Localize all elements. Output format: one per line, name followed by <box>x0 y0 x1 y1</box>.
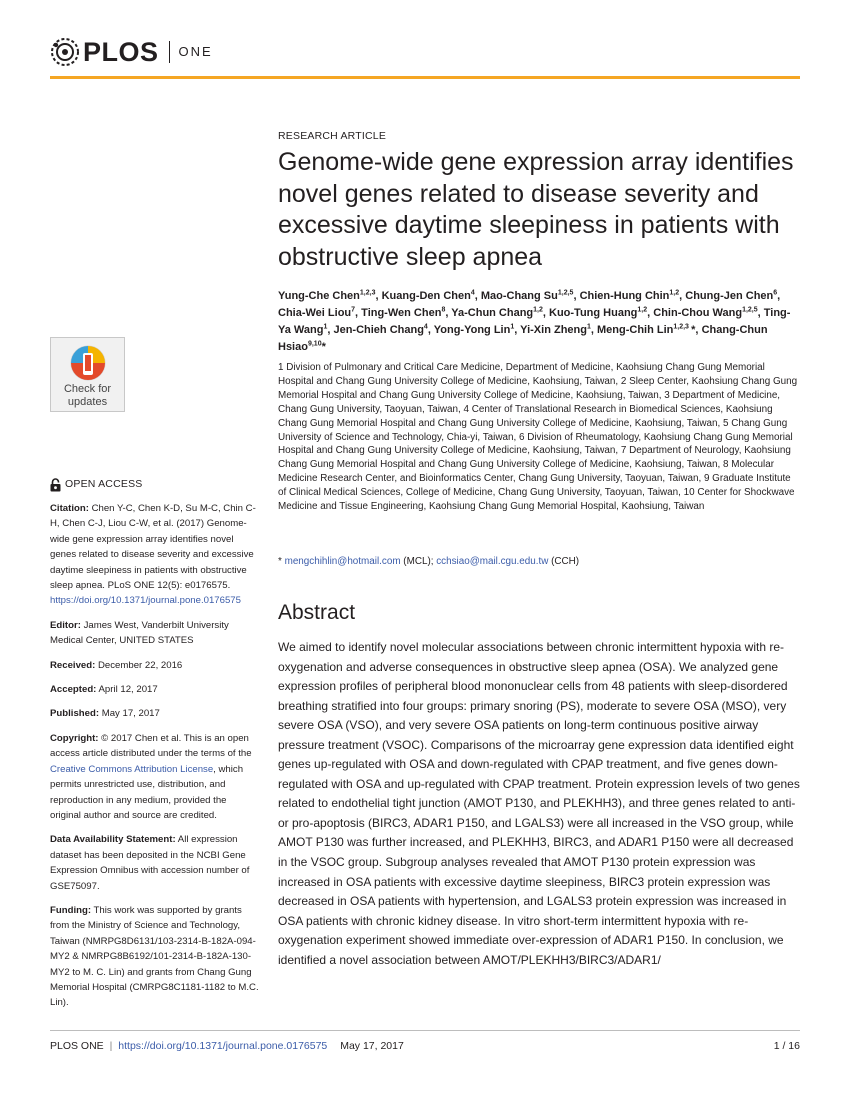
author-name: Chin-Chou Wang$^{1,2,5}$ <box>653 306 758 319</box>
author-name: Chien-Hung Chin$^{1,2}$ <box>579 289 680 302</box>
author-name: Kuang-Den Chen$^4$ <box>381 289 475 302</box>
author-name: Yong-Yong Lin$^1$ <box>433 323 515 336</box>
open-access-label: OPEN ACCESS <box>65 478 143 491</box>
footer-separator: | <box>109 1040 113 1052</box>
author-affiliation-marker: 1,2,5 <box>742 306 758 314</box>
funding-text: This work was supported by grants from the Ministry of Science and Technology, Taiwan (NMRPG8D6131/103-2314-B-182A-094-MY2 & NMRPG8B6192/101-2314-B-182A-130-MY2 to M. C. Lin) and grants from Chang Gung Memorial Hospital (CMRPG8C1181-1182 to M.C. Lin). <box>50 904 259 1009</box>
citation-block <box>50 501 260 609</box>
accepted-date: April 12, 2017 <box>98 684 158 696</box>
citation-doi-link[interactable]: https://doi.org/10.1371/journal.pone.0176575 <box>50 595 241 607</box>
journal-logo[interactable] <box>50 37 213 67</box>
author-name: Yung-Che Chen$^{1,2,3}$ <box>278 289 376 302</box>
published-date: May 17, 2017 <box>101 708 160 720</box>
author-affiliation-marker: 4 <box>423 323 428 331</box>
author-name: Mao-Chang Su$^{1,2,5}$ <box>480 289 574 302</box>
license-link[interactable]: Creative Commons Attribution License <box>50 763 214 775</box>
copyright-text: © 2017 Chen et al. This is an open access article distributed under the terms of the <box>50 732 252 760</box>
author-name: Chung-Jen Chen$^6$ <box>685 289 778 302</box>
data-availability-text: All expression dataset has been deposited in the NCBI Gene Expression Omnibus with accession number of GSE75097. <box>50 834 250 892</box>
author-affiliation-marker: 1,2 <box>533 306 543 314</box>
author-name: Meng-Chih Lin$^{1,2,3}$ <box>597 323 689 336</box>
email-link-mcl[interactable]: mengchihlin@hotmail.com <box>284 556 401 567</box>
journal-sub: ONE <box>178 44 213 59</box>
received-block <box>50 658 260 673</box>
article-type: RESEARCH ARTICLE <box>278 130 387 142</box>
open-access-badge <box>50 478 260 492</box>
corresp-note-cch: (CCH) <box>548 556 580 567</box>
check-for-updates-badge[interactable] <box>50 337 125 412</box>
footer-date: May 17, 2017 <box>340 1040 404 1052</box>
corresponding-authors <box>278 555 798 569</box>
author-affiliation-marker: 1,2,3 <box>673 323 689 331</box>
author-name: Yi-Xin Zheng$^1$ <box>520 323 591 336</box>
published-block <box>50 706 260 721</box>
author-name: Jen-Chieh Chang$^4$ <box>333 323 428 336</box>
author-affiliation-marker: 4 <box>470 289 475 297</box>
data-availability-label: Data Availability Statement: <box>50 834 176 846</box>
article-metadata-sidebar <box>50 478 260 1020</box>
journal-brand: PLOS <box>83 37 159 67</box>
author-affiliation-marker: 1,2 <box>637 306 648 314</box>
footer-doi-link[interactable]: https://doi.org/10.1371/journal.pone.0176575 <box>118 1040 328 1052</box>
email-link-cch[interactable]: cchsiao@mail.cgu.edu.tw <box>436 556 549 567</box>
author-list: Yung-Che Chen$^{1,2,3}$, Kuang-Den Chen$^4$, Mao-Chang Su$^{1,2,5}$, Chien-Hung Chin$^{1,2}$, Chung-Jen Chen$^6$, Chia-Wei Liou$^7$, Ting-Wen Chen$^8$, Ya-Chun Chang$^{1,2}$, Kuo-Tung Huang$^{1,2}$, Chin-Chou Wang$^{1,2,5}$, Ting-Ya Wang$^1$, Jen-Chieh Chang$^4$, Yong-Yong Lin$^1$, Yi-Xin Zheng$^1$, Meng-Chih Lin$^{1,2,3}$ *, Chang-Chun Hsiao$^{9,10}$* <box>278 289 791 353</box>
received-date: December 22, 2016 <box>98 659 183 671</box>
crossmark-line2: updates <box>67 396 108 408</box>
editor-label: Editor: <box>50 619 81 631</box>
footer-left <box>50 1040 404 1052</box>
copyright-text-end: , which permits unrestricted use, distribution, and reproduction in any medium, provided the original author and source are credited. <box>50 763 244 821</box>
author-affiliation-marker: 1,2,5 <box>557 289 574 297</box>
funding-label: Funding: <box>50 904 92 916</box>
affiliations: 1 Division of Pulmonary and Critical Care Medicine, Department of Medicine, Kaohsiung Chang Gung Memorial Hospital and Chang Gung University College of Medicine, Kaohsiung, Taiwan, 2 Sleep Center, Kaohsiung Chang Gung Memorial Hospital and Chang Gung University College of Medicine, Kaohsiung, Taiwan, 3 Department of Medicine, Chang Gung University, Taoyuan, Taiwan, 4 Center of Translational Research in Biomedical Sciences, Kaohsiung Chang Gung Memorial Hospital and Chang Gung University College of Medicine, Kaohsiung, Taiwan, 5 Chang Gung University of Science and Technology, Chia-yi, Taiwan, 6 Division of Rheumatology, Kaohsiung Chang Gung Memorial Hospital and Chang Gung University College of Medicine, Kaohsiung, Taiwan, 7 Department of Neurology, Kaohsiung Chang Gung Memorial Hospital and Chang Gung University College of Medicine, Kaohsiung, Taiwan, 8 Molecular Medicine Research Center, and Bioinformatics Center, Chang Gung University, Taoyuan, Taiwan, 9 Graduate Institute of Clinical Medical Sciences, College of Medicine, Chang Gung University, Taoyuan, Taiwan, 10 Center for Shockwave Medicine and Tissue Engineering, Kaohsiung Chang Gung Memorial Hospital, Kaohsiung, Taiwan <box>278 362 798 513</box>
open-lock-icon <box>50 478 61 492</box>
footer-rule <box>50 1030 800 1031</box>
footer-journal: PLOS ONE <box>50 1040 104 1052</box>
page-footer <box>50 1040 800 1052</box>
author-name: Ting-Wen Chen$^8$ <box>361 306 446 319</box>
copyright-label: Copyright: <box>50 732 99 744</box>
author-affiliation-marker: 1,2,3 <box>359 289 376 297</box>
citation-label: Citation: <box>50 503 89 514</box>
author-affiliation-marker: 1 <box>323 323 328 331</box>
author-affiliation-marker: 7 <box>351 306 356 314</box>
crossmark-line1: Check for <box>63 383 112 395</box>
plos-logo-icon <box>50 37 80 67</box>
citation-text: Chen Y-C, Chen K-D, Su M-C, Chin C-H, Chen C-J, Liou C-W, et al. (2017) Genome-wide gene expression array identifies novel genes related to disease severity and excessive daytime sleepiness in patients with obstructive sleep apnea. PLoS ONE 12(5): e0176575. <box>50 503 256 592</box>
data-availability-block <box>50 832 260 894</box>
page-number: 1 / 16 <box>773 1040 800 1052</box>
accepted-label: Accepted: <box>50 684 97 696</box>
author-name: Chang-Chun Hsiao$^{9,10}$ <box>278 324 768 353</box>
logo-divider <box>169 41 170 63</box>
author-affiliation-marker: 1 <box>586 323 591 331</box>
author-affiliation-marker: 6 <box>773 289 778 297</box>
accepted-block <box>50 682 260 697</box>
author-affiliation-marker: 8 <box>441 306 446 314</box>
copyright-block <box>50 731 260 823</box>
abstract-body: We aimed to identify novel molecular associations between chronic intermittent hypoxia with re-oxygenation and adverse consequences in obstructive sleep apnea (OSA). We analyzed gene expression profiles of peripheral blood mononuclear cells from 48 patients with sleep-disordered breathing stratified into four groups: primary snoring (PS), moderate to severe OSA (MSO), very severe OSA (VSO), and very severe OSA patients on long-term continuous positive airway pressure treatment (VSOC). Comparisons of the microarray gene expression data identified eight genes up-regulated with OSA and down-regulated with CPAP treatment, and five genes down-regulated with OSA and up-regulated with CPAP treatment. Protein expression levels of two genes related to endothelial tight junction (AMOT P130, and PLEKHH3), and three genes related to anti-or pro-apoptosis (BIRC3, ADAR1 P150, and LGALS3) were all increased in the VSO group, while AMOT P130 was further increased, and PLEKHH3, BIRC3, and ADAR1 P150 were all decreased in the VSOC group. Subgroup analyses revealed that AMOT P130 protein expression was increased in OSA patients with excessive daytime sleepiness, BIRC3 protein expression was decreased in OSA patients with hypertension, and LGALS3 protein expression was increased in OSA patients with chronic kidney disease. In vitro short-term intermittent hypoxia with re-oxygenation experiment showed immediate over-expression of ADAR1 P150. In conclusion, we identified a novel association between AMOT/PLEKHH3/BIRC3/ADAR1/ <box>278 640 800 967</box>
published-label: Published: <box>50 708 100 720</box>
author-name: Ting-Ya Wang$^1$ <box>278 307 791 336</box>
header-rule <box>50 76 800 79</box>
editor-text: James West, Vanderbilt University Medical Center, UNITED STATES <box>50 619 229 647</box>
author-name: Ya-Chun Chang$^{1,2}$ <box>451 306 543 319</box>
corresp-note-mcl: (MCL); <box>400 556 437 567</box>
author-affiliation-marker: 1,2 <box>669 289 680 297</box>
editor-block <box>50 618 260 649</box>
author-affiliation-marker: 1 <box>510 323 515 331</box>
abstract-heading: Abstract <box>278 601 356 624</box>
funding-block <box>50 903 260 1011</box>
article-title: Genome-wide gene expression array identifies novel genes related to disease severity and excessive daytime sleepiness in patients with obstructive sleep apnea <box>278 148 794 271</box>
corresponding-star: * <box>278 556 282 567</box>
received-label: Received: <box>50 659 96 671</box>
crossmark-icon <box>69 344 107 382</box>
author-name: Chia-Wei Liou$^7$ <box>278 306 356 319</box>
author-name: Kuo-Tung Huang$^{1,2}$ <box>549 306 648 319</box>
author-affiliation-marker: 9,10 <box>307 340 322 348</box>
